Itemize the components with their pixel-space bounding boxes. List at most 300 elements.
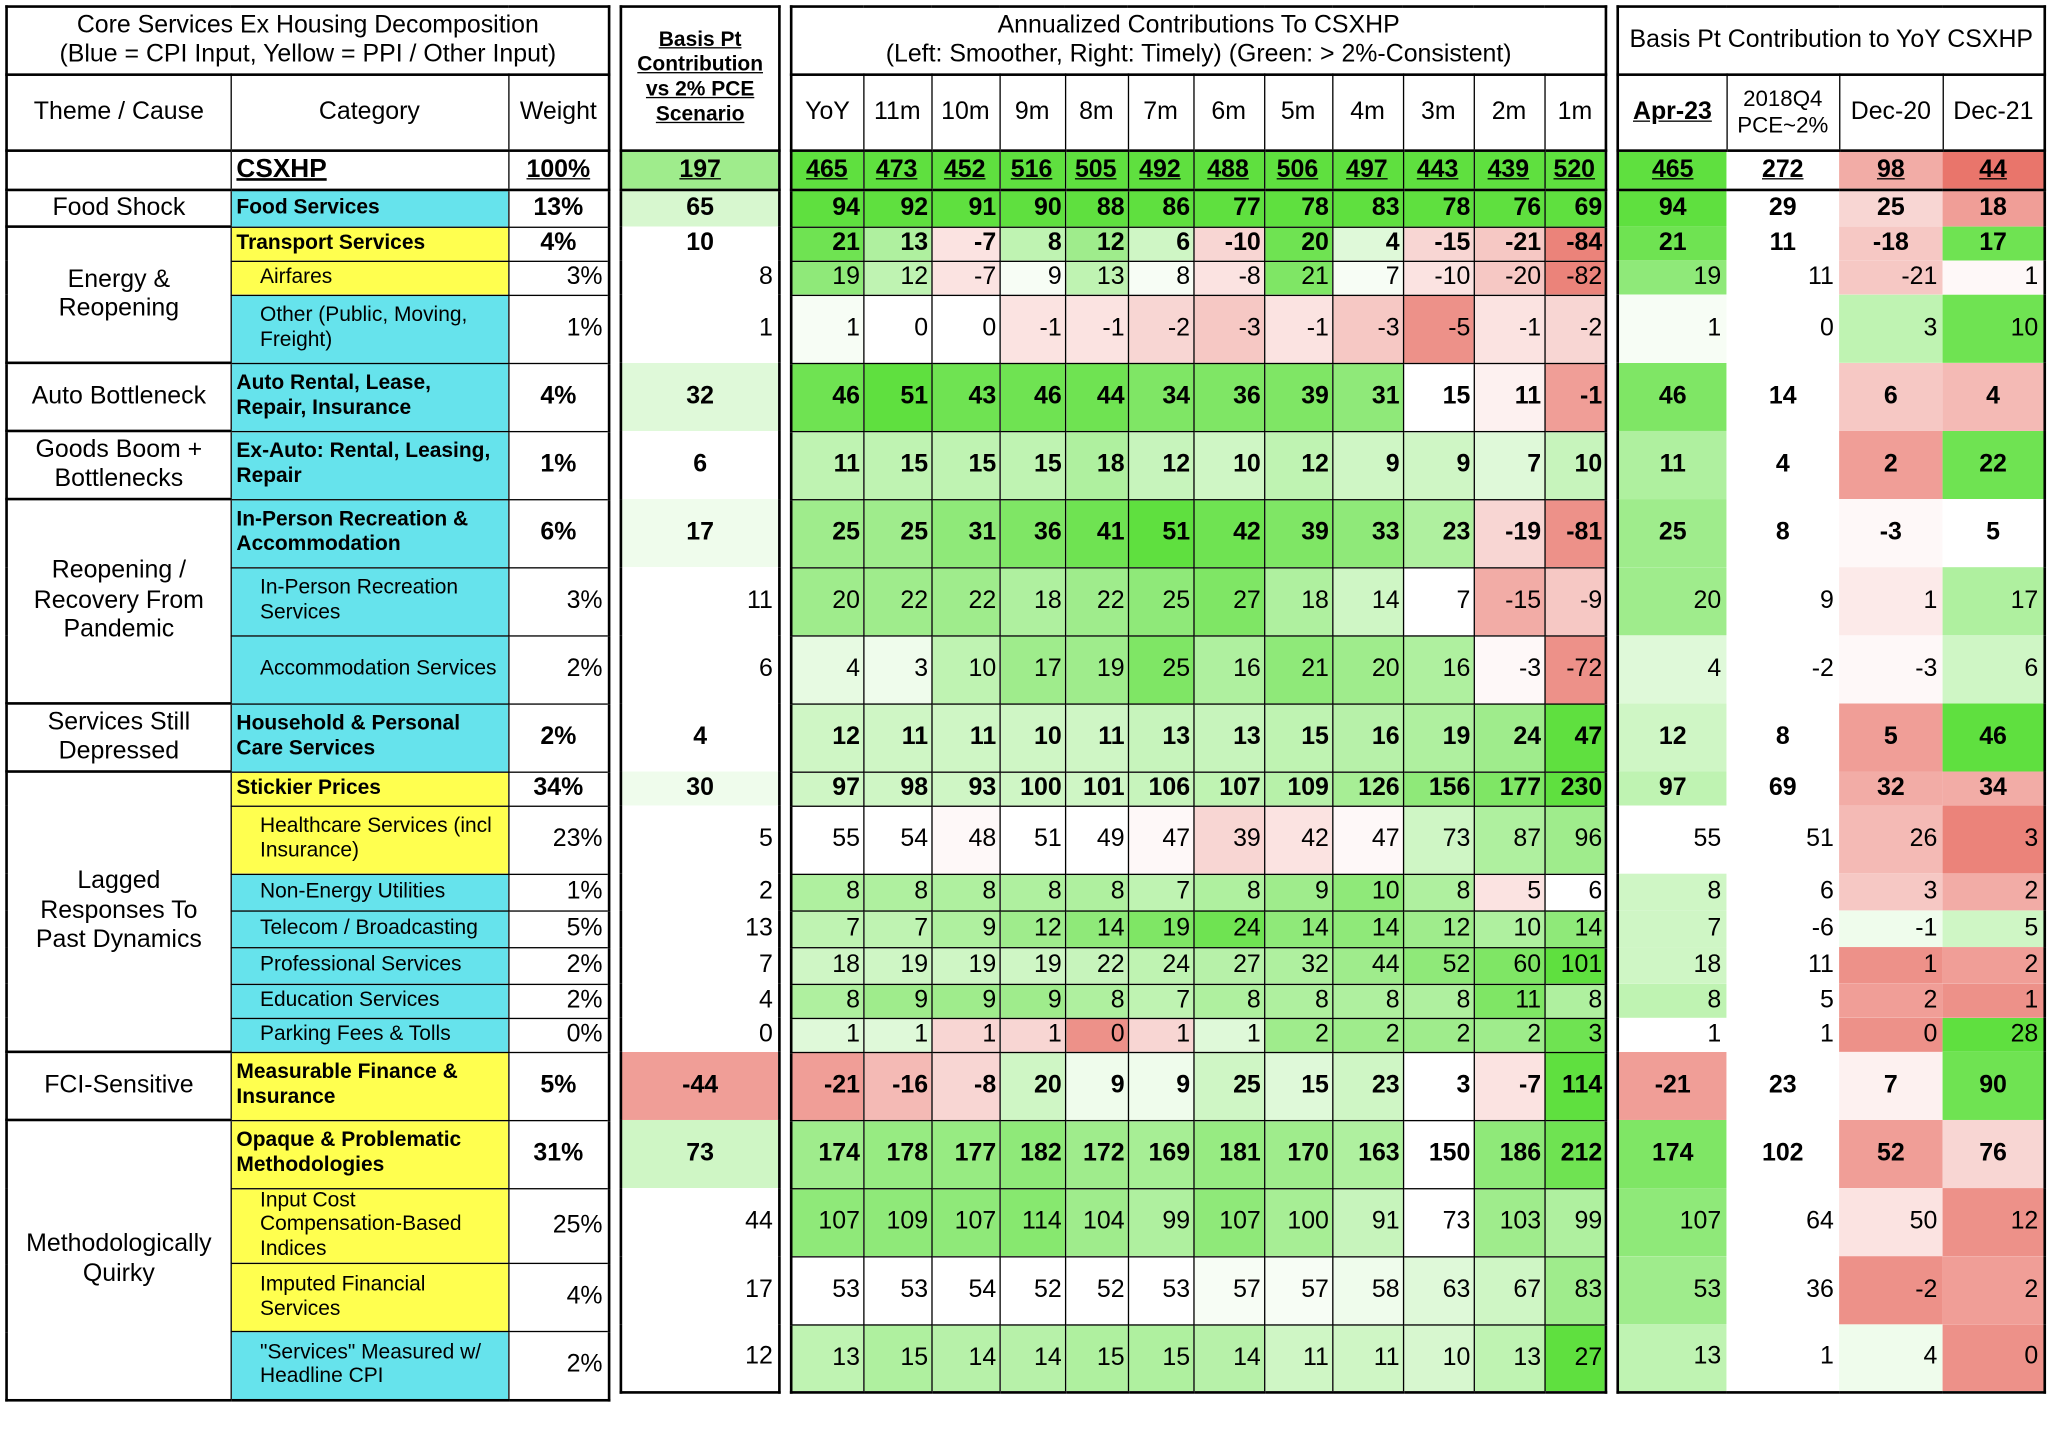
weight-cell: 34% [508,772,609,806]
annual-cell: 7 [1403,567,1474,635]
annual-cell: 1 [863,1018,931,1052]
annual-cell: -21 [1474,227,1545,261]
annual-cell: 25 [1193,1052,1264,1120]
yoy-cell: 2 [1943,947,2045,984]
yoy-cell: 76 [1943,1120,2045,1188]
weight-cell: 100% [508,151,609,190]
annual-cell: 15 [931,431,999,499]
yoy-cell: 3 [1839,874,1942,911]
annual-cell: 25 [1128,567,1193,635]
yoy-cell: 5 [1943,499,2045,567]
annual-cell: 24 [1193,910,1264,947]
table-row [7,1120,610,1188]
annual-title-row [791,7,1606,75]
annual-cell: 8 [999,874,1064,911]
annual-cell: 27 [1193,567,1264,635]
annual-cell: 13 [1474,1324,1545,1392]
annual-cell: 20 [1264,227,1332,261]
yoy-header-row [1618,75,2045,151]
yoy-cell: 9 [1726,567,1839,635]
category-cell: Household & Personal Care Services [231,703,509,771]
annual-cell: 1 [931,1018,999,1052]
yoy-cell: 1 [1943,261,2045,295]
yoy-cell: 46 [1943,703,2045,771]
yoy-cell: 11 [1726,227,1839,261]
annual-cell: 8 [1193,984,1264,1018]
annual-cell: 0 [1065,1018,1128,1052]
annual-cell: 55 [791,806,863,874]
table-row [1618,151,2045,190]
annual-cell: 78 [1403,190,1474,227]
yoy-cell: 1 [1943,984,2045,1018]
yoy-cell: 1 [1839,947,1942,984]
annual-cell: -1 [999,295,1064,363]
annual-cell: 11 [931,703,999,771]
annual-cell: 1 [791,295,863,363]
yoy-cell: 32 [1839,772,1942,806]
left-title [7,7,610,75]
annual-cell: 4 [1332,227,1403,261]
table-row [621,947,779,984]
basis-cell: 6 [621,635,779,703]
table-row [1618,363,2045,431]
annual-cell: -7 [931,261,999,295]
annual-cell: 8 [1264,984,1332,1018]
yoy-cell: 69 [1726,772,1839,806]
annual-cell: 41 [1065,499,1128,567]
category-cell: Non-Energy Utilities [231,874,509,911]
basis-cell: 11 [621,567,779,635]
basis-cell: 1 [621,295,779,363]
annual-cell: 99 [1544,1188,1606,1256]
annual-cell: 92 [863,190,931,227]
yoy-cell: 23 [1726,1052,1839,1120]
yoy-cell: 20 [1618,567,1727,635]
annual-cell: 182 [999,1120,1064,1188]
table-row [791,772,1606,806]
table-row [621,151,779,190]
annual-cell: 83 [1544,1256,1606,1324]
annual-cell: 15 [863,431,931,499]
annual-cell: 6 [1544,874,1606,911]
category-cell: Auto Rental, Lease, Repair, Insurance [231,363,509,431]
annual-cell: -2 [1128,295,1193,363]
annual-cell: -21 [791,1052,863,1120]
weight-cell: 2% [508,635,609,703]
annual-cell: 13 [791,1324,863,1392]
annual-cell: 178 [863,1120,931,1188]
annual-cell: 7 [1128,874,1193,911]
category-cell: Healthcare Services (incl Insurance) [231,806,509,874]
theme-cell: Services Still Depressed [7,703,231,771]
table-row [791,1256,1606,1324]
weight-cell: 2% [508,984,609,1018]
annual-cell: -82 [1544,261,1606,295]
yoy-cell: 2 [1943,1256,2045,1324]
annual-cell: 7 [1332,261,1403,295]
table-row [791,431,1606,499]
annual-cell: 0 [863,295,931,363]
table-row [7,703,610,771]
left-title-line-2: (Blue = CPI Input, Yellow = PPI / Other Input) [59,40,557,69]
annual-cell: 3 [863,635,931,703]
annual-cell: 83 [1332,190,1403,227]
basis-cell: 73 [621,1120,779,1188]
yoy-cell: -3 [1839,499,1942,567]
theme-cell: Goods Boom + Bottlenecks [7,431,231,499]
category-cell: Input Cost Compensation-Based Indices [231,1188,509,1263]
yoy-cell: 6 [1839,363,1942,431]
category-cell: Measurable Finance & Insurance [231,1052,509,1120]
yoy-cell: 4 [1839,1324,1942,1392]
annual-cell: -16 [863,1052,931,1120]
basis-cell: 6 [621,431,779,499]
annual-cell: 76 [1474,190,1545,227]
category-cell: "Services" Measured w/ Headline CPI [231,1332,509,1400]
category-cell: Food Services [231,190,509,227]
table-row [621,874,779,911]
yoy-cell: 11 [1726,947,1839,984]
yoy-cell: 17 [1943,567,2045,635]
annual-cell: 1 [791,1018,863,1052]
annual-cell: 12 [1065,227,1128,261]
annual-cell: -9 [1544,567,1606,635]
annual-cell: 52 [999,1256,1064,1324]
annual-cell: 69 [1544,190,1606,227]
annual-cell: 27 [1544,1324,1606,1392]
weight-cell: 31% [508,1120,609,1188]
basis-header-row [621,7,779,151]
yoy-cell: 12 [1618,703,1727,771]
annual-cell: 86 [1128,190,1193,227]
annual-cell: 9 [863,984,931,1018]
annual-cell: 1 [1193,1018,1264,1052]
basis-cell: 2 [621,874,779,911]
annual-cell: 22 [1065,947,1128,984]
annual-cell: -5 [1403,295,1474,363]
basis-cell: 8 [621,261,779,295]
annual-cell: 8 [1128,261,1193,295]
yoy-cell: 25 [1618,499,1727,567]
annual-cell: -20 [1474,261,1545,295]
category-cell: In-Person Recreation & Accommodation [231,499,509,567]
category-cell: Airfares [231,261,509,295]
annual-cell: 77 [1193,190,1264,227]
basis-cell: 4 [621,703,779,771]
annual-cell: 19 [791,261,863,295]
annual-cell: 25 [863,499,931,567]
basis-cell: 17 [621,1256,779,1324]
yoy-cell: 19 [1618,261,1727,295]
annual-cell: 12 [1128,431,1193,499]
weight-cell: 2% [508,947,609,984]
annual-cell: 14 [1332,567,1403,635]
table-row [791,874,1606,911]
category-cell: In-Person Recreation Services [231,567,509,635]
annual-cell: 10 [931,635,999,703]
annual-cell: 51 [1128,499,1193,567]
category-cell: Education Services [231,984,509,1018]
annual-cell: 15 [1065,1324,1128,1392]
annual-header-row [791,75,1606,151]
table-row [621,1188,779,1256]
annual-cell: -1 [1474,295,1545,363]
annual-cell: 46 [999,363,1064,431]
table-row [791,947,1606,984]
annual-cell: 14 [1264,910,1332,947]
yoy-cell: 14 [1726,363,1839,431]
table-row [1618,190,2045,227]
basis-cell: 4 [621,984,779,1018]
annual-cell: 43 [931,363,999,431]
annual-cell: 10 [1332,874,1403,911]
basis-header: Basis Pt Contribution vs 2% PCE Scenario [621,7,779,151]
annual-cell: 20 [1332,635,1403,703]
annual-cell: 19 [931,947,999,984]
basis-cell: 17 [621,499,779,567]
annual-cell: -10 [1403,261,1474,295]
annual-cell: 12 [999,910,1064,947]
yoy-cell: 2 [1839,431,1942,499]
yoy-cell: 1 [1839,567,1942,635]
basis-block [620,5,778,1393]
yoy-cell: 52 [1839,1120,1942,1188]
annual-cell: 44 [1332,947,1403,984]
annual-cell: -19 [1474,499,1545,567]
table-row [621,190,779,227]
annual-cell: -7 [1474,1052,1545,1120]
weight-cell: 5% [508,1052,609,1120]
weight-cell: 13% [508,190,609,227]
annual-cell: -15 [1403,227,1474,261]
yoy-cell: 51 [1726,806,1839,874]
weight-cell: 1% [508,431,609,499]
theme-cell: Auto Bottleneck [7,363,231,431]
table-row [7,363,610,431]
category-cell: Telecom / Broadcasting [231,910,509,947]
table-row [621,703,779,771]
annual-cell: 2 [1264,1018,1332,1052]
weight-cell: 2% [508,703,609,771]
theme-header: Theme / Cause [7,75,231,151]
annual-cell: 78 [1264,190,1332,227]
weight-cell: 3% [508,567,609,635]
basis-cell: 7 [621,947,779,984]
yoy-cell: 98 [1839,151,1942,190]
table-row [621,499,779,567]
annual-cell: 11 [1474,984,1545,1018]
yoy-cell: 5 [1839,703,1942,771]
yoy-cell: 1 [1618,295,1727,363]
table-row [791,151,1606,190]
yoy-cell: 11 [1618,431,1727,499]
annual-cell: 101 [1065,772,1128,806]
annual-col-header: 10m [931,75,999,151]
annual-cell: 9 [931,984,999,1018]
annual-cell: 14 [1332,910,1403,947]
yoy-cell: 0 [1943,1324,2045,1392]
annual-cell: 107 [1193,772,1264,806]
annual-cell: 452 [931,151,999,190]
annual-cell: 88 [1065,190,1128,227]
annual-cell: 31 [931,499,999,567]
annual-col-header: 11m [863,75,931,151]
yoy-cell: 174 [1618,1120,1727,1188]
table-row [791,984,1606,1018]
annual-cell: 13 [1193,703,1264,771]
annual-cell: 11 [1065,703,1128,771]
annual-cell: -81 [1544,499,1606,567]
annual-cell: 94 [791,190,863,227]
basis-cell: 32 [621,363,779,431]
annual-cell: 52 [1403,947,1474,984]
annual-cell: 15 [863,1324,931,1392]
annual-cell: 492 [1128,151,1193,190]
annual-cell: 39 [1264,363,1332,431]
weight-cell: 4% [508,363,609,431]
annual-cell: 36 [999,499,1064,567]
table-row [1618,261,2045,295]
annual-cell: 8 [1193,874,1264,911]
annual-cell: 114 [999,1188,1064,1256]
table-row [7,772,610,806]
table-row [1618,1188,2045,1256]
annual-cell: 230 [1544,772,1606,806]
annual-cell: 18 [1264,567,1332,635]
annual-cell: 24 [1128,947,1193,984]
annual-cell: 172 [1065,1120,1128,1188]
annual-cell: 439 [1474,151,1545,190]
table-row [621,984,779,1018]
annual-cell: 60 [1474,947,1545,984]
annual-cell: 186 [1474,1120,1545,1188]
yoy-cell: 11 [1726,261,1839,295]
table-row [791,703,1606,771]
annual-cell: -3 [1193,295,1264,363]
weight-cell: 4% [508,227,609,261]
yoy-cell: 90 [1943,1052,2045,1120]
annual-cell: 93 [931,772,999,806]
annual-col-header: 9m [999,75,1064,151]
annual-cell: 3 [1403,1052,1474,1120]
yoy-cell: -21 [1839,261,1942,295]
yoy-col-header: Dec-21 [1943,75,2045,151]
annual-cell: 24 [1474,703,1545,771]
category-cell: Transport Services [231,227,509,261]
annual-cell: 20 [999,1052,1064,1120]
annual-cell: 90 [999,190,1064,227]
annual-cell: 12 [863,261,931,295]
annual-cell: -8 [1193,261,1264,295]
annual-cell: -15 [1474,567,1545,635]
yoy-cell: 6 [1726,874,1839,911]
annual-cell: 21 [1264,635,1332,703]
annual-title-line-2: (Left: Smoother, Right: Timely) (Green: > 2%-Consistent) [885,40,1512,69]
yoy-cell: -6 [1726,910,1839,947]
yoy-cell: 1 [1726,1018,1839,1052]
yoy-cell: -2 [1726,635,1839,703]
annual-cell: 13 [1065,261,1128,295]
annual-cell: 91 [1332,1188,1403,1256]
weight-cell: 3% [508,261,609,295]
annual-cell: 53 [791,1256,863,1324]
table-row [791,261,1606,295]
annual-cell: 8 [1065,984,1128,1018]
yoy-cell: 0 [1839,1018,1942,1052]
annual-cell: 443 [1403,151,1474,190]
category-cell: Opaque & Problematic Methodologies [231,1120,509,1188]
table-row [1618,1052,2045,1120]
yoy-cell: 18 [1618,947,1727,984]
annual-cell: 107 [1193,1188,1264,1256]
table-row [621,431,779,499]
table-row [621,261,779,295]
yoy-cell: 107 [1618,1188,1727,1256]
annual-cell: -3 [1332,295,1403,363]
annual-cell: 212 [1544,1120,1606,1188]
yoy-col-header: Dec-20 [1839,75,1942,151]
annual-cell: 9 [1065,1052,1128,1120]
annual-cell: 8 [999,227,1064,261]
yoy-cell: 1 [1726,1324,1839,1392]
weight-cell: 0% [508,1018,609,1052]
yoy-cell: 3 [1943,806,2045,874]
annual-cell: 11 [1264,1324,1332,1392]
yoy-cell: 4 [1943,363,2045,431]
annual-cell: 100 [1264,1188,1332,1256]
annual-col-header: 8m [1065,75,1128,151]
category-cell: Imputed Financial Services [231,1264,509,1332]
annual-cell: 14 [1065,910,1128,947]
basis-table [620,5,781,1393]
annual-cell: 2 [1403,1018,1474,1052]
annual-cell: 6 [1128,227,1193,261]
weight-cell: 5% [508,910,609,947]
annual-cell: 1 [999,1018,1064,1052]
annual-cell: 63 [1403,1256,1474,1324]
annual-cell: 73 [1403,1188,1474,1256]
yoy-cell: 465 [1618,151,1727,190]
annual-col-header: 2m [1474,75,1545,151]
weight-cell: 1% [508,295,609,363]
table-row [7,151,610,190]
annual-cell: 19 [1065,635,1128,703]
yoy-cell: 94 [1618,190,1727,227]
table-row [7,190,610,227]
annual-title-line-1: Annualized Contributions To CSXHP [997,11,1400,39]
yoy-cell: 10 [1943,295,2045,363]
category-cell: Professional Services [231,947,509,984]
table-row [1618,772,2045,806]
table-row [791,1324,1606,1392]
yoy-cell: 36 [1726,1256,1839,1324]
annual-cell: 46 [791,363,863,431]
annual-block [790,5,1605,1393]
annual-cell: 9 [999,261,1064,295]
annual-cell: 11 [791,431,863,499]
annual-cell: 31 [1332,363,1403,431]
annual-cell: 15 [1403,363,1474,431]
yoy-cell: 28 [1943,1018,2045,1052]
annual-cell: 47 [1332,806,1403,874]
annual-cell: 10 [1544,431,1606,499]
table-row [621,363,779,431]
table-row [1618,1018,2045,1052]
table-row [1618,635,2045,703]
theme-cell: Energy & Reopening [7,227,231,363]
annual-col-header: 7m [1128,75,1193,151]
yoy-cell: 13 [1618,1324,1727,1392]
